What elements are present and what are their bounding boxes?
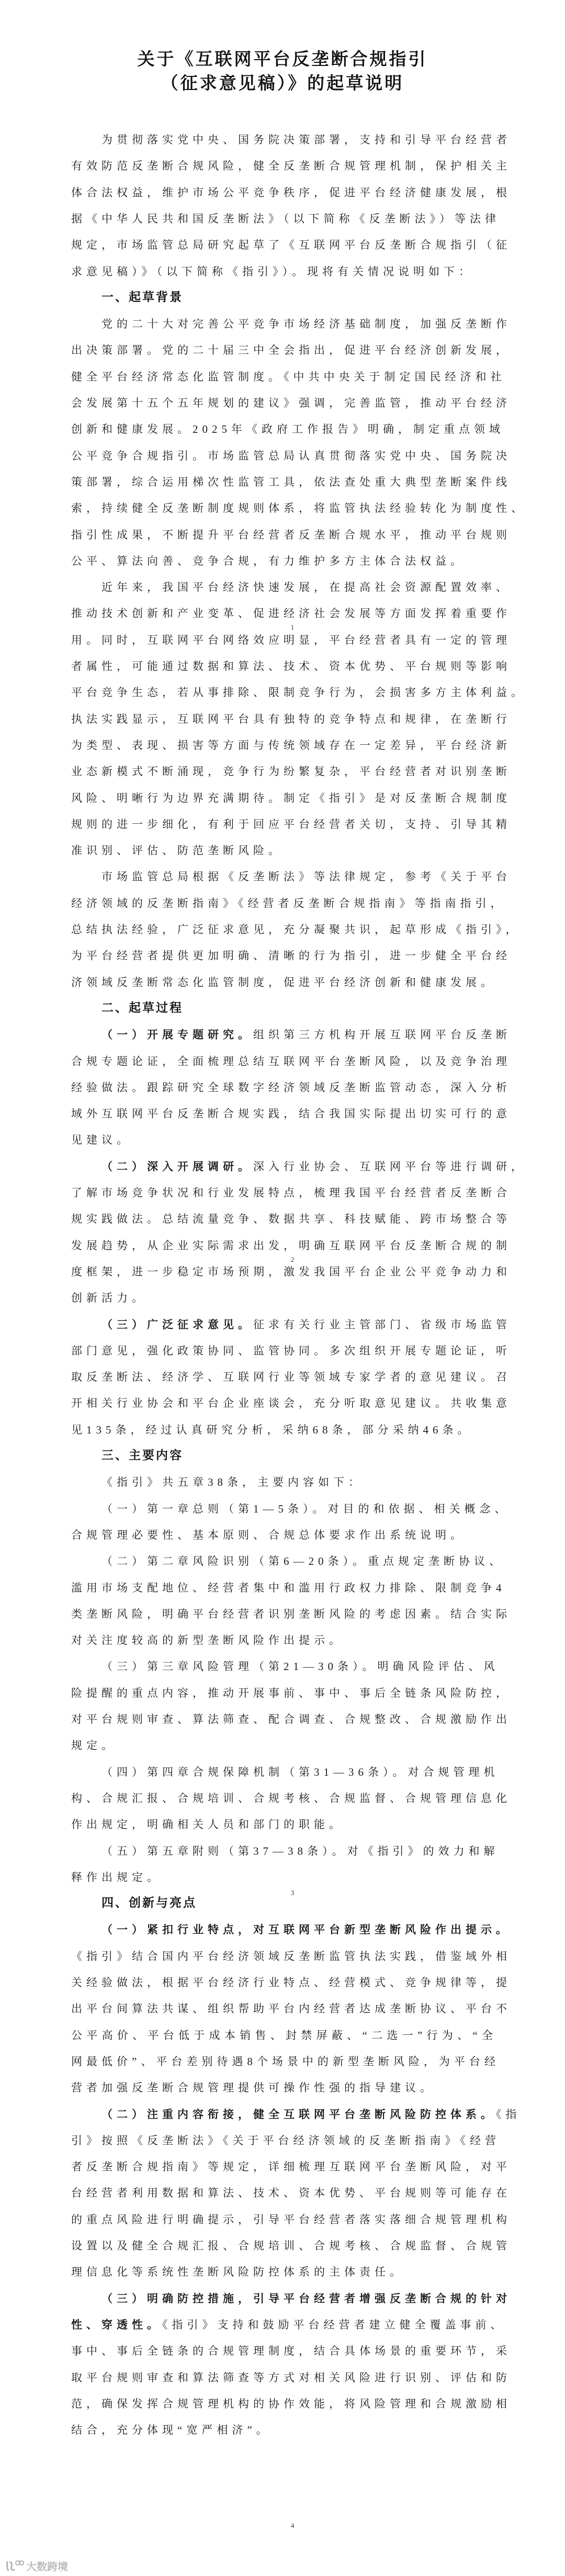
paragraph-text: 为平台经营者提供更加明确、清晰的行为指引，进一步健全平台经 xyxy=(71,949,511,962)
paragraph-lead-bold: 性、穿透性。 xyxy=(71,2318,162,2331)
paragraph-text: 索，持续健全反垄断制度规则体系，将监管执法经验转化为制度性、 xyxy=(71,502,526,515)
paragraph-line xyxy=(71,2107,521,2122)
paragraph-text: 近年来，我国平台经济快速发展，在提高社会资源配置效率、 xyxy=(101,581,511,594)
paragraph-text: 《指引》共五章38条，主要内容如下： xyxy=(101,1476,364,1489)
paragraph-text: 规则的进一步细化，有利于回应平台经营者关切，支持、引导其精 xyxy=(71,817,511,831)
page-number: 3 xyxy=(290,1889,295,1897)
paragraph-lead-bold: （一）紧扣行业特点，对互联网平台新型垄断风险作出提示。 xyxy=(101,1923,511,1936)
paragraph-text: 开相关行业协会和平台企业座谈会，充分听取意见建议。共收集意 xyxy=(71,1397,511,1410)
paragraph-line xyxy=(71,2238,511,2254)
paragraph-text: 出决策部署。党的二十届三中全会指出，促进平台经济创新发展， xyxy=(71,344,511,357)
paragraph-text: 健全平台经济常态化监管制度。《中共中央关于制定国民经济和社 xyxy=(71,370,506,383)
paragraph-text: 者属性，可能通过数据和算法、技术、资本优势、平台规则等影响 xyxy=(71,660,511,673)
paragraph-lead-bold: （三）明确防控措施，引导平台经营者增强反垄断合规的针对 xyxy=(101,2292,511,2305)
paragraph-line xyxy=(71,1132,497,1148)
paragraph-text: 经济领域的反垄断指南》《经营者反垄断合规指南》等指南指引， xyxy=(71,897,506,910)
page-number: 1 xyxy=(290,623,295,631)
paragraph-line xyxy=(71,1027,511,1043)
paragraph-text: 公平、算法向善、竞争合规，有力维护多方主体合法权益。 xyxy=(71,554,466,567)
paragraph-text: 见建议。 xyxy=(71,1134,132,1147)
paragraph-text: 设置以及健全合规汇报、合规培训、合规考核、合规监督、合规管 xyxy=(71,2239,511,2252)
paragraph-line xyxy=(71,237,511,253)
paragraph-line xyxy=(71,816,511,832)
paragraph-text: 推动技术创新和产业变革、促进经济社会发展等方面发挥着重要作 xyxy=(71,607,511,620)
paragraph-line xyxy=(71,1343,511,1359)
paragraph-line xyxy=(71,2133,500,2148)
paragraph-text: 准识别、评估、防范垄断风险。 xyxy=(71,844,284,857)
paragraph-text: 域外互联网平台反垄断合规实践，结合我国实际提出切实可行的意 xyxy=(71,1107,511,1121)
paragraph-line xyxy=(71,527,511,543)
paragraph-line xyxy=(71,948,511,964)
section-heading: 一、起草背景 xyxy=(101,289,183,304)
paragraph-text: 见135条，经过认真研究分析，采纳68条，部分采纳46条。 xyxy=(71,1423,473,1436)
paragraph-line xyxy=(71,2291,511,2306)
paragraph-line xyxy=(71,737,511,753)
paragraph-line xyxy=(71,2422,497,2438)
paragraph-line xyxy=(71,2054,500,2069)
paragraph-text: 业态新模式不断涌现，竞争行为纷繁复杂，平台经营者对识别垄断 xyxy=(71,765,511,778)
paragraph-text: 度框架，进一步稳定市场预期，激发我国平台企业公平竞争动力和 xyxy=(71,1265,511,1278)
paragraph-line xyxy=(71,2185,511,2201)
paragraph-text: 作出规定，明确相关人员和部门的职能。 xyxy=(71,1818,344,1831)
paragraph-line xyxy=(71,500,526,516)
paragraph-line xyxy=(71,185,511,200)
paragraph-line xyxy=(71,1422,497,1438)
paragraph-line xyxy=(71,579,511,595)
paragraph-text: 台经营者利用数据和算法、技术、资本优势、平台规则等可能存在 xyxy=(71,2187,511,2200)
paragraph-line xyxy=(71,1080,511,1095)
paragraph-text: 《指 xyxy=(496,2108,521,2121)
paragraph-line xyxy=(71,1843,497,1859)
paragraph-line xyxy=(71,895,506,911)
paragraph-line xyxy=(71,553,497,569)
paragraph-line xyxy=(71,1922,511,1937)
paragraph-line xyxy=(71,2317,506,2333)
paragraph-line xyxy=(71,1290,497,1306)
paragraph-line xyxy=(71,975,497,990)
paragraph-line xyxy=(71,2264,497,2280)
paragraph-text: （二）第二章风险识别（第6—20条）。重点规定垄断协议、 xyxy=(101,1555,504,1568)
paragraph-line xyxy=(71,1711,511,1727)
paragraph-line xyxy=(71,869,511,884)
paragraph-line xyxy=(71,2028,497,2043)
paragraph-text: 《指引》支持和鼓励平台经营者建立健全覆盖事前、 xyxy=(162,2318,506,2331)
paragraph-text: 规实践做法。总结流量竞争、数据共享、科技赋能、跨市场整合等 xyxy=(71,1213,511,1226)
paragraph-lead-bold: （二）注重内容衔接，健全互联网平台垄断风险防控体系。 xyxy=(101,2108,496,2121)
paragraph-text: 了解市场竞争状况和行业发展特点，梳理我国平台经营者反垄断合 xyxy=(71,1186,511,1199)
paragraph-text: 部门意见，强化政策协同、监管协同。多次组织开展专题论证，听 xyxy=(71,1344,511,1357)
paragraph-text: 合规管理必要性、基本原则、合规总体要求作出系统说明。 xyxy=(71,1528,466,1541)
paragraph-line xyxy=(71,1580,506,1596)
paragraph-lead-bold: （三）广泛征求意见。 xyxy=(101,1318,253,1331)
paragraph-line xyxy=(71,1606,511,1622)
paragraph-line xyxy=(71,264,497,279)
paragraph-line xyxy=(71,1238,511,1253)
paragraph-text: 关经验做法，根据平台经济行业特点、经营模式、竞争规律等，提 xyxy=(71,1976,511,1989)
paragraph-line xyxy=(71,843,497,858)
watermark-logo-icon xyxy=(5,2559,24,2573)
paragraph-text: 总结执法经验，广泛征求意见，充分凝聚共识，起草形成《指引》， xyxy=(71,923,521,936)
paragraph-text: 创新和健康发展。2025年《政府工作报告》明确，制定重点领域 xyxy=(71,423,504,436)
paragraph-line xyxy=(71,421,504,437)
paragraph-line xyxy=(71,1685,511,1701)
paragraph-text: 深入行业协会、互联网平台等进行调研， xyxy=(253,1160,526,1173)
paragraph-line xyxy=(71,316,511,332)
paragraph-line xyxy=(71,2212,511,2227)
paragraph-text: 风险、明晰行为边界充满期待。制定《指引》是对反垄断合规制度 xyxy=(71,791,511,804)
paragraph-text: 营者加强反垄断合规管理提供可操作性强的指导建议。 xyxy=(71,2081,435,2095)
paragraph-text: 引》按照《反垄断法》《关于平台经济领域的反垄断指南》《经营 xyxy=(71,2134,500,2147)
paragraph-text: 执法实践显示，互联网平台具有独特的竞争特点和规律，在垄断行 xyxy=(71,712,511,725)
paragraph-line xyxy=(71,2370,511,2385)
paragraph-line xyxy=(71,1817,497,1832)
paragraph-text: 者反垄断合规指南》等规定，详细梳理互联网平台垄断风险，对平 xyxy=(71,2160,511,2174)
paragraph-line xyxy=(71,790,511,806)
section-heading: 三、主要内容 xyxy=(101,1448,183,1462)
paragraph-line xyxy=(71,369,506,385)
paragraph-line xyxy=(71,1659,497,1674)
paragraph-line xyxy=(71,922,521,937)
paragraph-text: 险提醒的重点内容，推动开展事前、事中、事后全链条风险防控， xyxy=(71,1686,511,1699)
paragraph-line xyxy=(71,448,511,464)
paragraph-text: 类垄断风险，明确平台经营者识别垄断风险的考虑因素。结合实际 xyxy=(71,1607,511,1620)
paragraph-text: 理信息化等系统性垄断风险防控体系的主体责任。 xyxy=(71,2266,405,2279)
paragraph-line xyxy=(71,158,511,174)
paragraph-line xyxy=(71,1369,511,1385)
paragraph-line xyxy=(71,658,511,674)
paragraph-line xyxy=(71,2001,511,2017)
document-title-line-2: （征求意见稿）》的起草说明 xyxy=(161,73,404,93)
paragraph-lead-bold: （一）开展专题研究。 xyxy=(101,1028,253,1041)
paragraph-line xyxy=(71,1159,526,1174)
paragraph-line xyxy=(71,1185,511,1201)
paragraph-line xyxy=(71,1738,497,1753)
paragraph-text: 对关注度较高的新型垄断风险作出提示。 xyxy=(71,1634,344,1647)
section-heading: 四、创新与亮点 xyxy=(101,1896,197,1910)
paragraph-line xyxy=(71,1975,511,1990)
paragraph-text: 用。同时，互联网平台网络效应明显，平台经营者具有一定的管理 xyxy=(71,633,511,646)
paragraph-line xyxy=(71,474,511,490)
paragraph-text: （一）第一章总则（第1—5条）。对目的和依据、相关概念、 xyxy=(101,1502,510,1515)
paragraph-line xyxy=(71,1501,510,1517)
paragraph-line xyxy=(71,685,526,700)
paragraph-text: 党的二十大对完善公平竞争市场经济基础制度，加强反垄断作 xyxy=(101,318,511,331)
watermark xyxy=(5,2558,68,2573)
paragraph-text: （三）第三章风险管理（第21—30条）。明确风险评估、风 xyxy=(101,1660,499,1673)
paragraph-text: 组织第三方机构开展互联网平台反垄断 xyxy=(253,1028,511,1041)
paragraph-text: 公平高价、平台低于成本销售、封禁屏蔽、“二选一”行为、“全 xyxy=(71,2029,497,2042)
page-number: 4 xyxy=(290,2522,295,2529)
paragraph-line xyxy=(71,2080,497,2096)
paragraph-text: 网最低价”、平台差别待遇8个场景中的新型垄断风险，为平台经 xyxy=(71,2055,500,2068)
paragraph-text: 征求有关行业主管部门、省级市场监管 xyxy=(253,1318,511,1331)
paragraph-text: 体合法权益，维护市场公平竞争秩序，促进平台经济健康发展，根 xyxy=(71,186,511,199)
paragraph-text: 出平台间算法共谋、组织帮助平台内经营者达成垄断协议、平台不 xyxy=(71,2002,511,2015)
paragraph-line xyxy=(71,1474,497,1490)
paragraph-text: 释作出规定。 xyxy=(71,1871,162,1884)
paragraph-text: 平台竞争生态，若从事排除、限制竞争行为，会损害多方主体利益。 xyxy=(71,686,526,699)
paragraph-line xyxy=(71,395,511,411)
paragraph-text: 指引性成果，不断提升平台经营者反垄断合规水平，推动平台规则 xyxy=(71,528,511,541)
paragraph-text: 结合，充分体现“宽严相济”。 xyxy=(71,2424,272,2437)
paragraph-line xyxy=(71,764,511,779)
paragraph-text: 据《中华人民共和国反垄断法》（以下简称《反垄断法》）等法律 xyxy=(71,212,500,225)
paragraph-text: 事中、事后全链条的合规管理制度，结合具体场景的重要环节，采 xyxy=(71,2345,511,2358)
paragraph-text: 对平台规则审查、算法筛查、配合调查、合规整改、合规激励作出 xyxy=(71,1713,511,1726)
paragraph-text: 有效防范反垄断合规风险，健全反垄断合规管理机制，保护相关主 xyxy=(71,160,511,173)
paragraph-text: 构、合规汇报、合规培训、合规考核、合规监督、合规管理信息化 xyxy=(71,1791,511,1805)
paragraph-line xyxy=(71,342,511,358)
paragraph-text: 策部署，综合运用梯次性监管工具，依法查处重大典型垄断案件线 xyxy=(71,475,511,488)
paragraph-line xyxy=(71,1632,497,1648)
paragraph-text: （四）第四章合规保障机制（第31—36条）。对合规管理机 xyxy=(101,1765,499,1778)
paragraph-text: 规定，市场监管总局研究起草了《互联网平台反垄断合规指引（征 xyxy=(71,239,511,252)
paragraph-text: 合规专题论证，全面梳理总结互联网平台垄断风险，以及竞争治理 xyxy=(71,1055,511,1068)
paragraph-line xyxy=(71,606,511,621)
paragraph-text: 取平台规则审查和算法筛查等方式对相关风险进行识别、评估和防 xyxy=(71,2371,511,2384)
document-title-line-1: 关于《互联网平台反垄断合规指引 xyxy=(137,49,428,69)
paragraph-text: 为贯彻落实党中央、国务院决策部署，支持和引导平台经营者 xyxy=(101,133,511,146)
page-number: 2 xyxy=(290,1256,295,1263)
paragraph-text: 创新活力。 xyxy=(71,1292,147,1305)
paragraph-text: 范，确保发挥合规管理机构的协作效能，将风险管理和合规激励相 xyxy=(71,2397,511,2410)
paragraph-text: 经验做法。跟踪研究全球数字经济领域反垄断监管动态，深入分析 xyxy=(71,1081,511,1094)
paragraph-line xyxy=(71,632,511,648)
paragraph-line xyxy=(71,711,511,727)
paragraph-line xyxy=(71,132,511,148)
paragraph-line xyxy=(71,2396,511,2412)
paragraph-line xyxy=(71,1106,511,1122)
paragraph-text: 发展趋势，从企业实际需求出发，明确互联网平台反垄断合规的制 xyxy=(71,1239,511,1252)
paragraph-line xyxy=(71,1211,511,1227)
paragraph-line xyxy=(71,1869,497,1885)
paragraph-text: 规定。 xyxy=(71,1739,117,1752)
section-heading: 二、起草过程 xyxy=(101,1000,183,1014)
paragraph-line xyxy=(71,1553,504,1569)
paragraph-lead-bold: （二）深入开展调研。 xyxy=(101,1160,253,1173)
paragraph-line xyxy=(71,2159,511,2175)
paragraph-line xyxy=(71,1790,511,1806)
paragraph-line xyxy=(71,1527,497,1543)
paragraph-line xyxy=(71,1764,497,1780)
paragraph-text: 会发展第十五个五年规划的建议》强调，完善监管，推动平台经济 xyxy=(71,397,511,409)
paragraph-text: （五）第五章附则（第37—38条）。对《指引》的效力和解 xyxy=(101,1844,499,1857)
paragraph-line xyxy=(71,1948,511,1964)
paragraph-text: 济领域反垄断常态化监管制度，促进平台经济创新和健康发展。 xyxy=(71,976,496,989)
paragraph-line xyxy=(71,1054,511,1069)
paragraph-line xyxy=(71,1317,511,1332)
paragraph-text: 《指引》结合国内平台经济领域反垄断监管执法实践，借鉴域外相 xyxy=(71,1950,511,1963)
paragraph-line xyxy=(71,211,500,227)
paragraph-line xyxy=(71,1264,511,1280)
paragraph-text: 公平竞争合规指引。市场监管总局认真贯彻落实党中央、国务院决 xyxy=(71,449,511,462)
paragraph-line xyxy=(71,2343,511,2359)
paragraph-text: 取反垄断法、经济学、互联网行业等领域专家学者的意见建议。召 xyxy=(71,1371,511,1384)
paragraph-text: 滥用市场支配地位、经营者集中和滥用行政权力排除、限制竞争4 xyxy=(71,1581,506,1594)
paragraph-text: 求意见稿）》（以下简称《指引》）。现将有关情况说明如下： xyxy=(71,265,474,278)
paragraph-line xyxy=(71,1395,511,1411)
watermark-text: 大数跨境 xyxy=(26,2561,68,2573)
paragraph-text: 的重点风险进行明确提示，引导平台经营者落实落细合规管理机构 xyxy=(71,2213,511,2226)
paragraph-text: 为类型、表现、损害等方面与传统领域存在一定差异，平台经济新 xyxy=(71,738,511,752)
paragraph-text: 市场监管总局根据《反垄断法》等法律规定，参考《关于平台 xyxy=(101,870,511,883)
